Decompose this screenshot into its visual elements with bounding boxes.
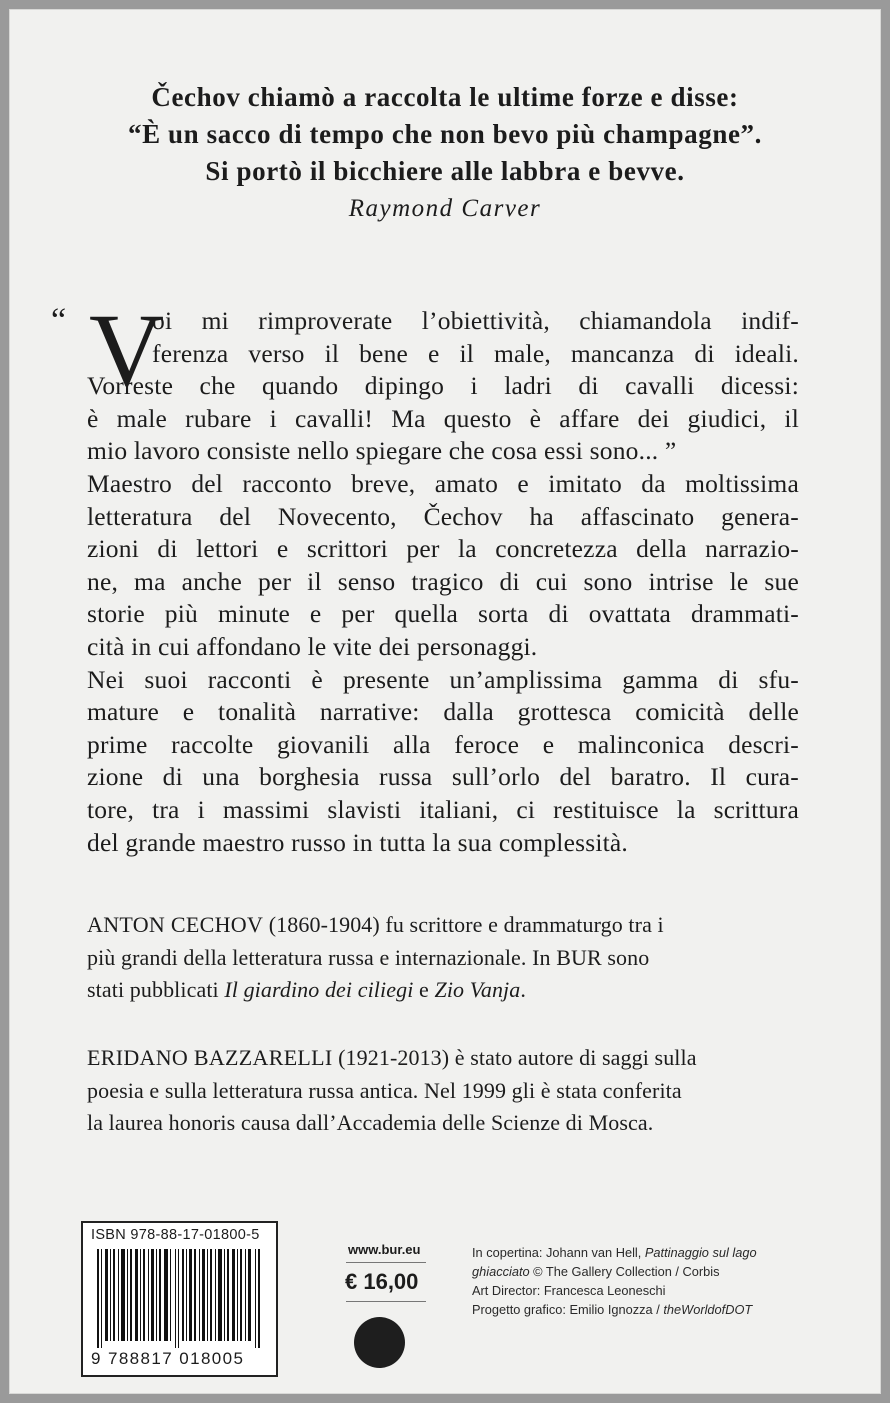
blurb-line: zioni di lettori e scrittori per la concretezza della narrazio- xyxy=(87,534,799,564)
blurb-line: tore, tra i massimi slavisti italiani, ci restituisce la scrittura xyxy=(87,794,799,824)
barcode-box xyxy=(81,1221,278,1377)
blurb-line: ne, ma anche per il senso tragico di cui sono intrise le sue xyxy=(87,566,799,596)
blurb-line: prime raccolte giovanili alla feroce e malinconica descri- xyxy=(87,729,799,759)
author-bio-text: più grandi della letteratura russa e internazionale. In BUR sono xyxy=(87,944,650,970)
book-title: Zio Vanja xyxy=(434,977,521,1002)
author-bio xyxy=(87,909,799,1007)
author-bio-text: . xyxy=(520,977,526,1002)
publisher-website: www.bur.eu xyxy=(348,1242,421,1257)
art-director-credit: Art Director: Francesca Leoneschi xyxy=(472,1283,666,1298)
blurb xyxy=(51,293,799,859)
opening-quote-mark: “ xyxy=(51,302,67,339)
blurb-line: mature e tonalità narrative: dalla grottesca comicità delle xyxy=(87,697,799,727)
blurb-line: Maestro del racconto breve, amato e imitato da moltissima xyxy=(87,468,799,498)
blurb-line: zione di una borghesia russa sull’orlo del baratro. Il cura- xyxy=(87,762,799,792)
blurb-line: Nei suoi racconti è presente un’amplissima gamma di sfu- xyxy=(87,664,799,694)
epigraph-line: Si portò il bicchiere alle labbra e bevve. xyxy=(205,156,685,186)
book-back-cover xyxy=(9,9,881,1394)
price: € 16,00 xyxy=(345,1269,419,1294)
blurb-line: storie più minute e per quella sorta di ovattata drammati- xyxy=(87,599,799,629)
blurb-line: mio lavoro consiste nello spiegare che cosa essi sono... ” xyxy=(87,436,677,466)
author-name: ANTON CECHOV xyxy=(87,912,264,937)
cover-artwork-title: ghiacciato xyxy=(472,1264,530,1279)
blurb-line: oi mi rimproverate l’obiettività, chiamandola indif- xyxy=(152,306,799,335)
curator-bio-text: la laurea honoris causa dall’Accademia delle Scienze di Mosca. xyxy=(87,1110,654,1135)
author-bio-text: (1860-1904) fu scrittore e drammaturgo tra i xyxy=(263,912,664,937)
blurb-line: cità in cui affondano le vite dei personaggi. xyxy=(87,631,538,661)
blurb-line: Vorreste che quando dipingo i ladri di cavalli dicessi: xyxy=(87,371,799,401)
epigraph-line: Čechov chiamò a raccolta le ultime forze e disse: xyxy=(151,82,739,112)
author-bio-text: stati pubblicati xyxy=(87,977,225,1002)
credits xyxy=(472,1243,757,1319)
curator-bio-text: (1921-2013) è stato autore di saggi sulla xyxy=(332,1045,697,1070)
cover-artwork-title: Pattinaggio sul lago xyxy=(644,1245,757,1260)
blurb-line: è male rubare i cavalli! Ma questo è affare dei giudici, il xyxy=(87,403,799,433)
epigraph xyxy=(9,79,881,227)
drop-cap: V xyxy=(89,293,165,408)
divider xyxy=(346,1262,426,1263)
cover-credit: © The Gallery Collection / Corbis xyxy=(529,1264,720,1279)
book-title: Il giardino dei ciliegi xyxy=(224,977,414,1002)
cover-credit: In copertina: Johann van Hell, xyxy=(472,1245,645,1260)
design-studio: theWorldofDOT xyxy=(663,1302,753,1317)
barcode-icon xyxy=(91,1249,267,1348)
blurb-line: ferenza verso il bene e il male, mancanza di ideali. xyxy=(152,338,799,368)
blurb-line: letteratura del Novecento, Čechov ha affascinato genera- xyxy=(87,501,799,531)
curator-bio-text: poesia e sulla letteratura russa antica. Nel 1999 gli è stata conferita xyxy=(87,1077,682,1103)
divider xyxy=(346,1301,426,1302)
epigraph-author: Raymond Carver xyxy=(348,195,542,222)
publisher-logo-dot xyxy=(354,1317,405,1368)
epigraph-line: “È un sacco di tempo che non bevo più champagne”. xyxy=(128,119,762,149)
curator-name: ERIDANO BAZZARELLI xyxy=(87,1045,333,1070)
blurb-line: del grande maestro russo in tutta la sua complessità. xyxy=(87,827,629,857)
isbn-label: ISBN 978-88-17-01800-5 xyxy=(91,1227,260,1243)
author-bio-text: e xyxy=(413,977,435,1002)
barcode-number: 9 788817 018005 xyxy=(91,1349,245,1368)
design-credit: Progetto grafico: Emilio Ignozza / xyxy=(472,1302,664,1317)
curator-bio xyxy=(87,1042,799,1140)
